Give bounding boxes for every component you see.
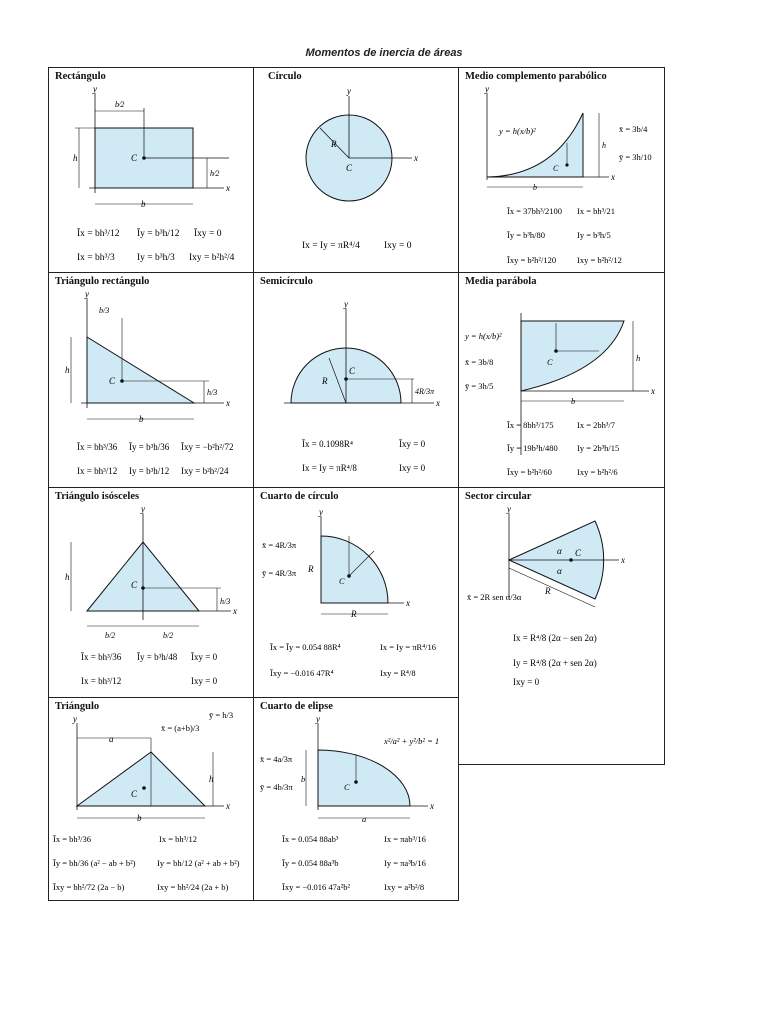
inertia-table — [48, 67, 665, 901]
formula-ixy: Ixy = 0 — [384, 241, 412, 251]
centroid-label: C — [109, 376, 116, 386]
radius-label-horizontal: R — [351, 609, 357, 619]
axis-x-label: x — [430, 801, 434, 811]
circular-sector-diagram — [459, 488, 666, 766]
half-b-right-label: b/2 — [163, 631, 174, 640]
cell-rectangulo — [48, 67, 254, 273]
formula-ix: Ix = bh³/12 — [77, 466, 118, 476]
rectangle-diagram — [49, 68, 255, 274]
half-parabola-shape — [521, 321, 624, 391]
axis-y-label: y — [507, 504, 511, 514]
h-label: h — [73, 153, 78, 163]
parabolic-spandrel-diagram — [459, 68, 666, 274]
curve-equation: y = h(x/b)² — [499, 126, 536, 136]
formula-ix-bar: Īx = 8bh³/175 — [507, 420, 554, 430]
third-b-label: b/3 — [99, 306, 110, 315]
cell-medio-complemento — [458, 67, 665, 273]
curve-equation: y = h(x/b)² — [465, 331, 502, 341]
axis-y-label: y — [73, 714, 77, 724]
formula-ixy-bar: Īxy = bh²/72 (2a − b) — [53, 882, 125, 892]
xbar-value: x̄ = 4R/3π — [262, 540, 297, 550]
axis-x-label: x — [611, 172, 615, 182]
third-h-label: h/3 — [207, 388, 218, 397]
formula-ixy: Ixy = 0 — [191, 676, 218, 686]
formula-ix-bar: Īx = bh³/36 — [53, 834, 92, 844]
cell-triangulo-rectangulo — [48, 272, 254, 488]
right-triangle-diagram — [49, 273, 255, 489]
axis-x-label: x — [436, 398, 440, 408]
b-label: b — [533, 183, 537, 192]
axis-x-label: x — [651, 386, 655, 396]
section-title: Triángulo — [55, 701, 100, 712]
formula-iy: Iy = b³h/3 — [137, 253, 175, 263]
centroid-label: C — [131, 153, 138, 163]
section-title: Triángulo rectángulo — [55, 276, 150, 287]
cell-triangulo — [48, 697, 254, 901]
formula-ixy-bar: Īxy = b²h²/120 — [507, 255, 557, 265]
formula-ix: Ix = bh³/21 — [577, 206, 616, 216]
formula-ix: Ix = bh³/12 — [81, 676, 122, 686]
formula-ixy: Ixy = b²h²/12 — [577, 255, 622, 265]
section-title: Media parábola — [465, 276, 537, 287]
half-b-left-label: b/2 — [105, 631, 116, 640]
axis-y-label: y — [344, 299, 348, 309]
xbar-value: x̄ = 4a/3π — [260, 754, 293, 764]
ellipse-equation: x²/a² + y²/b² = 1 — [384, 736, 440, 746]
formula-ixy-bar: Īxy = 0 — [191, 652, 218, 662]
general-triangle-diagram — [49, 698, 255, 902]
ybar-value: ȳ = h/3 — [209, 710, 234, 720]
axis-y-label: y — [485, 84, 489, 94]
axis-x-label: x — [226, 398, 230, 408]
b-label: b — [139, 414, 144, 424]
ybar-value: ȳ = 3h/10 — [619, 152, 652, 162]
formula-ix-bar: Īx = 0.1098R⁴ — [302, 439, 353, 449]
formula-iy: Iy = 2b³h/15 — [577, 443, 620, 453]
formula-ix-iy-bar: Īx = Īy = 0.054 88R⁴ — [270, 642, 341, 652]
cell-cuarto-circulo — [253, 487, 459, 698]
centroid-label: C — [349, 366, 356, 376]
section-title: Cuarto de elipse — [260, 701, 333, 712]
axis-x-label: x — [226, 183, 230, 193]
formula-ix-bar: Īx = bh³/12 — [77, 229, 120, 239]
formula-ixy: Ixy = bh²/24 (2a + b) — [157, 882, 229, 892]
section-title: Semicírculo — [260, 276, 313, 287]
formula-iy-bar: Īy = 19b³h/480 — [507, 443, 558, 453]
spandrel-shape — [487, 113, 583, 177]
formula-ixy-bar: Īxy = b²h²/60 — [507, 467, 552, 477]
ybar-value: ȳ = 3h/5 — [465, 381, 494, 391]
formula-iy: Iy = b³h/5 — [577, 230, 611, 240]
h-label: h — [65, 572, 70, 582]
formula-ixy: Ixy = a²b²/8 — [384, 882, 425, 892]
formula-ixy-bar: Īxy = −b²h²/72 — [181, 442, 234, 452]
radius-label-vertical: R — [308, 564, 314, 574]
formula-ixy: Ixy = 0 — [399, 463, 426, 473]
h-label: h — [602, 141, 606, 150]
axis-y-label: y — [141, 504, 145, 514]
formula-iy: Iy = b³h/12 — [129, 466, 170, 476]
axis-x-label: x — [406, 598, 410, 608]
quarter-circle-shape — [321, 536, 388, 603]
circle-diagram — [254, 68, 460, 274]
semicircle-diagram — [254, 273, 460, 489]
quarter-ellipse-diagram — [254, 698, 460, 902]
formula-ixy: Ixy = b²h²/6 — [577, 467, 618, 477]
ybar-value: ȳ = 4b/3π — [260, 782, 293, 792]
xbar-value: x̄ = 3b/8 — [465, 357, 494, 367]
cell-cuarto-elipse — [253, 697, 459, 901]
formula-ixy-bar: Īxy = 0 — [194, 229, 222, 239]
triangle-shape — [87, 337, 194, 403]
centroid-label: C — [346, 163, 353, 173]
formula-ix: Ix = 2bh³/7 — [577, 420, 616, 430]
axis-y-label: y — [85, 289, 89, 299]
formula-ixy: Ixy = 0 — [513, 677, 540, 687]
formula-iy: Iy = R⁴/8 (2α + sen 2α) — [513, 658, 597, 668]
xbar-value: x̄ = (a+b)/3 — [161, 723, 200, 733]
axis-x-label: x — [233, 606, 237, 616]
alpha-lower-label: α — [557, 566, 562, 576]
formula-ix: Ix = πab³/16 — [384, 834, 426, 844]
quarter-circle-diagram — [254, 488, 460, 699]
page-title: Momentos de inercia de áreas — [305, 47, 463, 59]
b-label: b — [301, 774, 306, 784]
section-title: Cuarto de círculo — [260, 491, 339, 502]
axis-y-label: y — [319, 507, 323, 517]
triangle-shape — [77, 752, 205, 806]
radius-label: R — [322, 376, 328, 386]
formula-ixy: Ixy = b²h²/4 — [189, 253, 235, 263]
formula-iy-bar: Īy = 0.054 88a³b — [282, 858, 339, 868]
formula-ix-bar: Īx = 37bh³/2100 — [507, 206, 563, 216]
section-title: Medio complemento parabólico — [465, 71, 607, 82]
section-title: Sector circular — [465, 491, 532, 502]
formula-ix-iy: Ix = Iy = πR⁴/8 — [302, 463, 357, 473]
a-label: a — [362, 814, 367, 824]
h-label: h — [636, 353, 641, 363]
formula-ixy-bar: Īxy = −0.016 47R⁴ — [270, 668, 334, 678]
axis-y-label: y — [347, 86, 351, 96]
formula-ixy-bar: Īxy = 0 — [399, 439, 426, 449]
ybar-value: ȳ = 4R/3π — [262, 568, 297, 578]
quarter-ellipse-shape — [318, 750, 410, 806]
xbar-value: x̄ = 2R sen α/3α — [467, 592, 522, 602]
formula-ixy: Ixy = b²h²/24 — [181, 466, 229, 476]
centroid-label: C — [131, 789, 138, 799]
h-label: h — [209, 774, 214, 784]
cell-circulo — [253, 67, 459, 273]
axis-y-label: y — [316, 714, 320, 724]
formula-ix-bar: Īx = bh³/36 — [81, 652, 122, 662]
centroid-label: C — [553, 164, 559, 173]
b-label: b — [571, 396, 576, 406]
formula-ix-iy: Ix = Iy = πR⁴/16 — [380, 642, 437, 652]
formula-iy-bar: Īy = b³h/48 — [137, 652, 178, 662]
formula-ix-iy: Ix = Iy = πR⁴/4 — [302, 241, 360, 251]
formula-iy-bar: Īy = b³h/12 — [137, 229, 180, 239]
centroid-label: C — [575, 548, 582, 558]
axis-y-label: y — [93, 84, 97, 94]
ycent-label: 4R/3π — [415, 387, 435, 396]
section-title: Rectángulo — [55, 71, 106, 82]
centroid-label: C — [344, 782, 350, 792]
section-title: Triángulo isósceles — [55, 491, 140, 502]
alpha-upper-label: α — [557, 546, 562, 556]
section-title: Círculo — [268, 71, 302, 82]
formula-ix-bar: Īx = 0.054 88ab³ — [282, 834, 339, 844]
formula-iy: Iy = bh/12 (a² + ab + b²) — [157, 858, 240, 868]
half-parabola-diagram — [459, 273, 666, 489]
formula-iy-bar: Īy = b³h/36 — [129, 442, 170, 452]
centroid-label: C — [131, 580, 138, 590]
b-label: b — [137, 813, 142, 823]
third-h-label: h/3 — [220, 597, 231, 606]
centroid-label: C — [339, 576, 345, 586]
formula-iy-bar: Īy = bh/36 (a² − ab + b²) — [53, 858, 136, 868]
cell-sector-circular — [458, 487, 665, 765]
centroid-label: C — [547, 357, 553, 367]
axis-x-label: x — [414, 153, 418, 163]
formula-ix: Ix = bh³/3 — [77, 253, 115, 263]
formula-ixy: Ixy = R⁴/8 — [380, 668, 416, 678]
axis-x-label: x — [621, 555, 625, 565]
h-label: h — [65, 365, 70, 375]
formula-iy: Iy = πa³b/16 — [384, 858, 426, 868]
cell-triangulo-isosceles — [48, 487, 254, 698]
formula-ix: Ix = bh³/12 — [159, 834, 198, 844]
a-label: a — [109, 734, 114, 744]
xbar-value: x̄ = 3b/4 — [619, 124, 648, 134]
cell-semicirculo — [253, 272, 459, 488]
formula-ix-bar: Īx = bh³/36 — [77, 442, 118, 452]
half-h-label: h⁄2 — [210, 169, 220, 178]
half-b-label: b⁄2 — [115, 100, 125, 109]
formula-iy-bar: Īy = b³h/80 — [507, 230, 546, 240]
axis-x-label: x — [226, 801, 230, 811]
formula-ix: Ix = R⁴/8 (2α − sen 2α) — [513, 633, 597, 643]
isosceles-triangle-diagram — [49, 488, 255, 699]
cell-media-parabola — [458, 272, 665, 488]
radius-label: R — [331, 139, 337, 149]
b-label: b — [141, 199, 146, 209]
formula-ixy-bar: Īxy = −0.016 47a²b² — [282, 882, 351, 892]
radius-label: R — [545, 586, 551, 596]
